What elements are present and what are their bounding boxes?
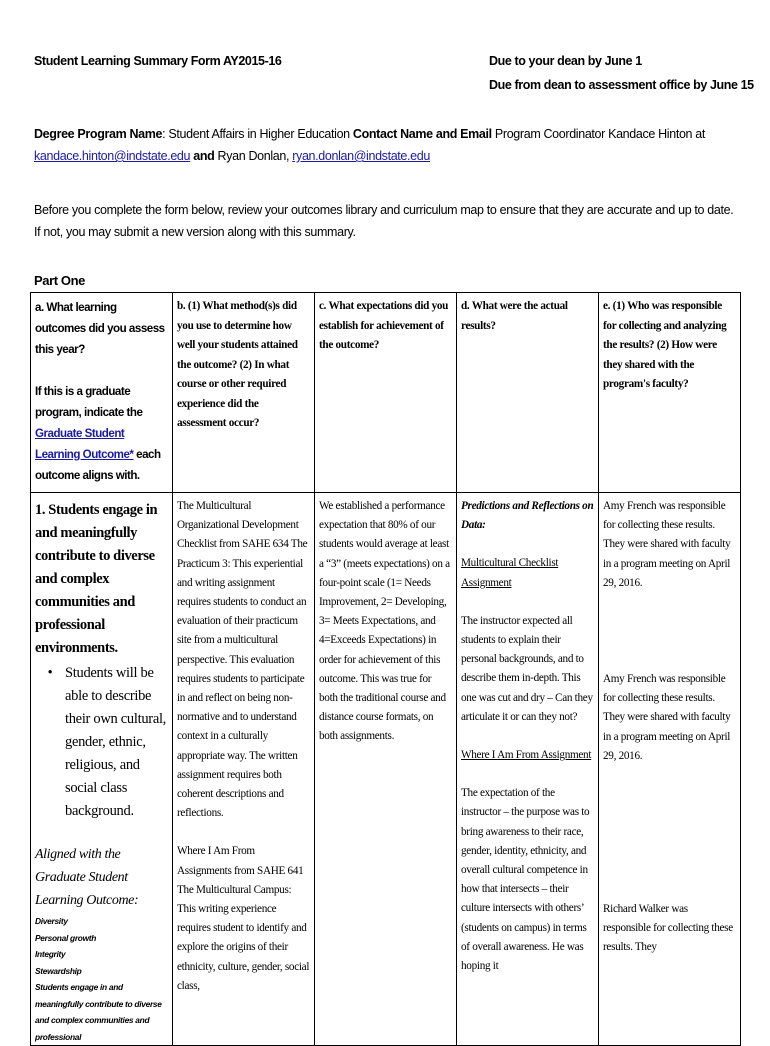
email-link-donlan[interactable]: ryan.donlan@indstate.edu — [292, 149, 430, 163]
gslo-link[interactable]: Graduate Student Learning Outcome* — [35, 427, 134, 461]
email-link-hinton[interactable]: kandace.hinton@indstate.edu — [34, 149, 191, 163]
results-p2: The expectation of the instructor – the purpose was to bring awareness to their race, gender, identity, ethnicity, and overall cultural competence in how that intersects – their culture intersects with others’ (students on campus) in terms of overall awareness. He was hoping it — [461, 787, 590, 973]
header-e: e. (1) Who was responsible for collecting and analyzing the results? (2) How were they shared with the program's faculty? — [599, 293, 741, 493]
method-cell — [173, 493, 315, 1046]
due-dean: Due to your dean by June 1 — [489, 54, 642, 68]
responsible-cell — [599, 493, 741, 1046]
results-cell — [457, 493, 599, 1046]
expectation-text: We established a performance expectation that 80% of our students would average at least a “3” (meets expectations) on a four-point scale (1= Needs Improvement, 2= Developing, 3= Meets Expectations, and 4=Exceeds Expectations) in order for achievement of this outcome. This was true for both the traditional course and distance course formats, on both assignments. — [319, 500, 450, 743]
contact2: Ryan Donlan, — [214, 149, 293, 163]
outcome-cell — [31, 493, 173, 1046]
method-1: The Multicultural Organizational Development Checklist from SAHE 634 The Practicum 3: This experiential and writing assignment requires students to conduct an evaluation of their practicum site from a multicultural perspective. This evaluation requires students to participate in and reflect on being non-normative and to understand context in a culturally appropriate way. The written assignment requires both coherent descriptions and reflections. — [177, 500, 308, 820]
method-2: Where I Am From Assignments from SAHE 641 The Multicultural Campus: This writing experience requires student to identify and explore the origins of their ethnicity, culture, gender, social class, — [177, 845, 310, 992]
responsible-1: Amy French was responsible for collecting these results. They were shared with faculty in a program meeting on April 29, 2016. — [603, 500, 731, 589]
due-office: Due from dean to assessment office by June 15 — [489, 78, 754, 92]
results-sub2: Where I Am From Assignment — [461, 749, 592, 762]
header-a: a. What learning outcomes did you assess this year? If this is a graduate program, indicate the Graduate Student Learning Outcome* each outcome aligns with. — [31, 293, 173, 493]
contact-label: Contact Name and Email — [352, 127, 492, 141]
responsible-2: Amy French was responsible for collecting these results. They were shared with faculty in a program meeting on April 29, 2016. — [603, 673, 731, 762]
header-b: b. (1) What method(s)s did you use to determine how well your students attained the outcome? (2) In what course or other required experience did the assessment occur? — [173, 293, 315, 493]
table-header-row — [31, 293, 741, 493]
degree-value: : Student Affairs in Higher Education — [162, 127, 350, 141]
header-c: c. What expectations did you establish for achievement of the outcome? — [315, 293, 457, 493]
instructions: Before you complete the form below, review your outcomes library and curriculum map to ensure that they are accurate and up to date. If not, you may submit a new version along with this summary. — [34, 203, 734, 239]
aligned-label: Aligned with the Graduate Student Learning Outcome: — [35, 847, 139, 908]
gslo-list: Diversity Personal growth Integrity Stewardship Students engage in and meaningfully contribute to diverse and complex communities and professional — [35, 916, 162, 1042]
results-sub1: Multicultural Checklist Assignment — [461, 557, 559, 589]
expectation-cell — [315, 493, 457, 1046]
table-row — [31, 493, 741, 1046]
responsible-3: Richard Walker was responsible for collecting these results. They — [603, 903, 733, 954]
form-title: Student Learning Summary Form AY2015-16 — [34, 54, 282, 68]
results-heading: Predictions and Reflections on Data: — [461, 500, 594, 532]
degree-label: Degree Program Name — [34, 127, 163, 141]
outcome-bullet: • Students will be able to describe their own cultural, gender, ethnic, religious, and social class background. — [35, 662, 168, 823]
and-label: and — [190, 149, 215, 163]
contact-value: Program Coordinator Kandace Hinton at — [491, 127, 705, 141]
program-info — [34, 123, 734, 167]
bullet-icon: • — [47, 665, 53, 681]
summary-table — [30, 292, 741, 1046]
outcome-text: 1. Students engage in and meaningfully contribute to diverse and complex communities and professional environments. — [35, 502, 158, 656]
header-d: d. What were the actual results? — [457, 293, 599, 493]
part-title: Part One — [34, 273, 85, 288]
results-p1: The instructor expected all students to explain their personal backgrounds, and to describe them in-depth. This one was cut and dry – Can they articulate it or can they not? — [461, 614, 593, 723]
